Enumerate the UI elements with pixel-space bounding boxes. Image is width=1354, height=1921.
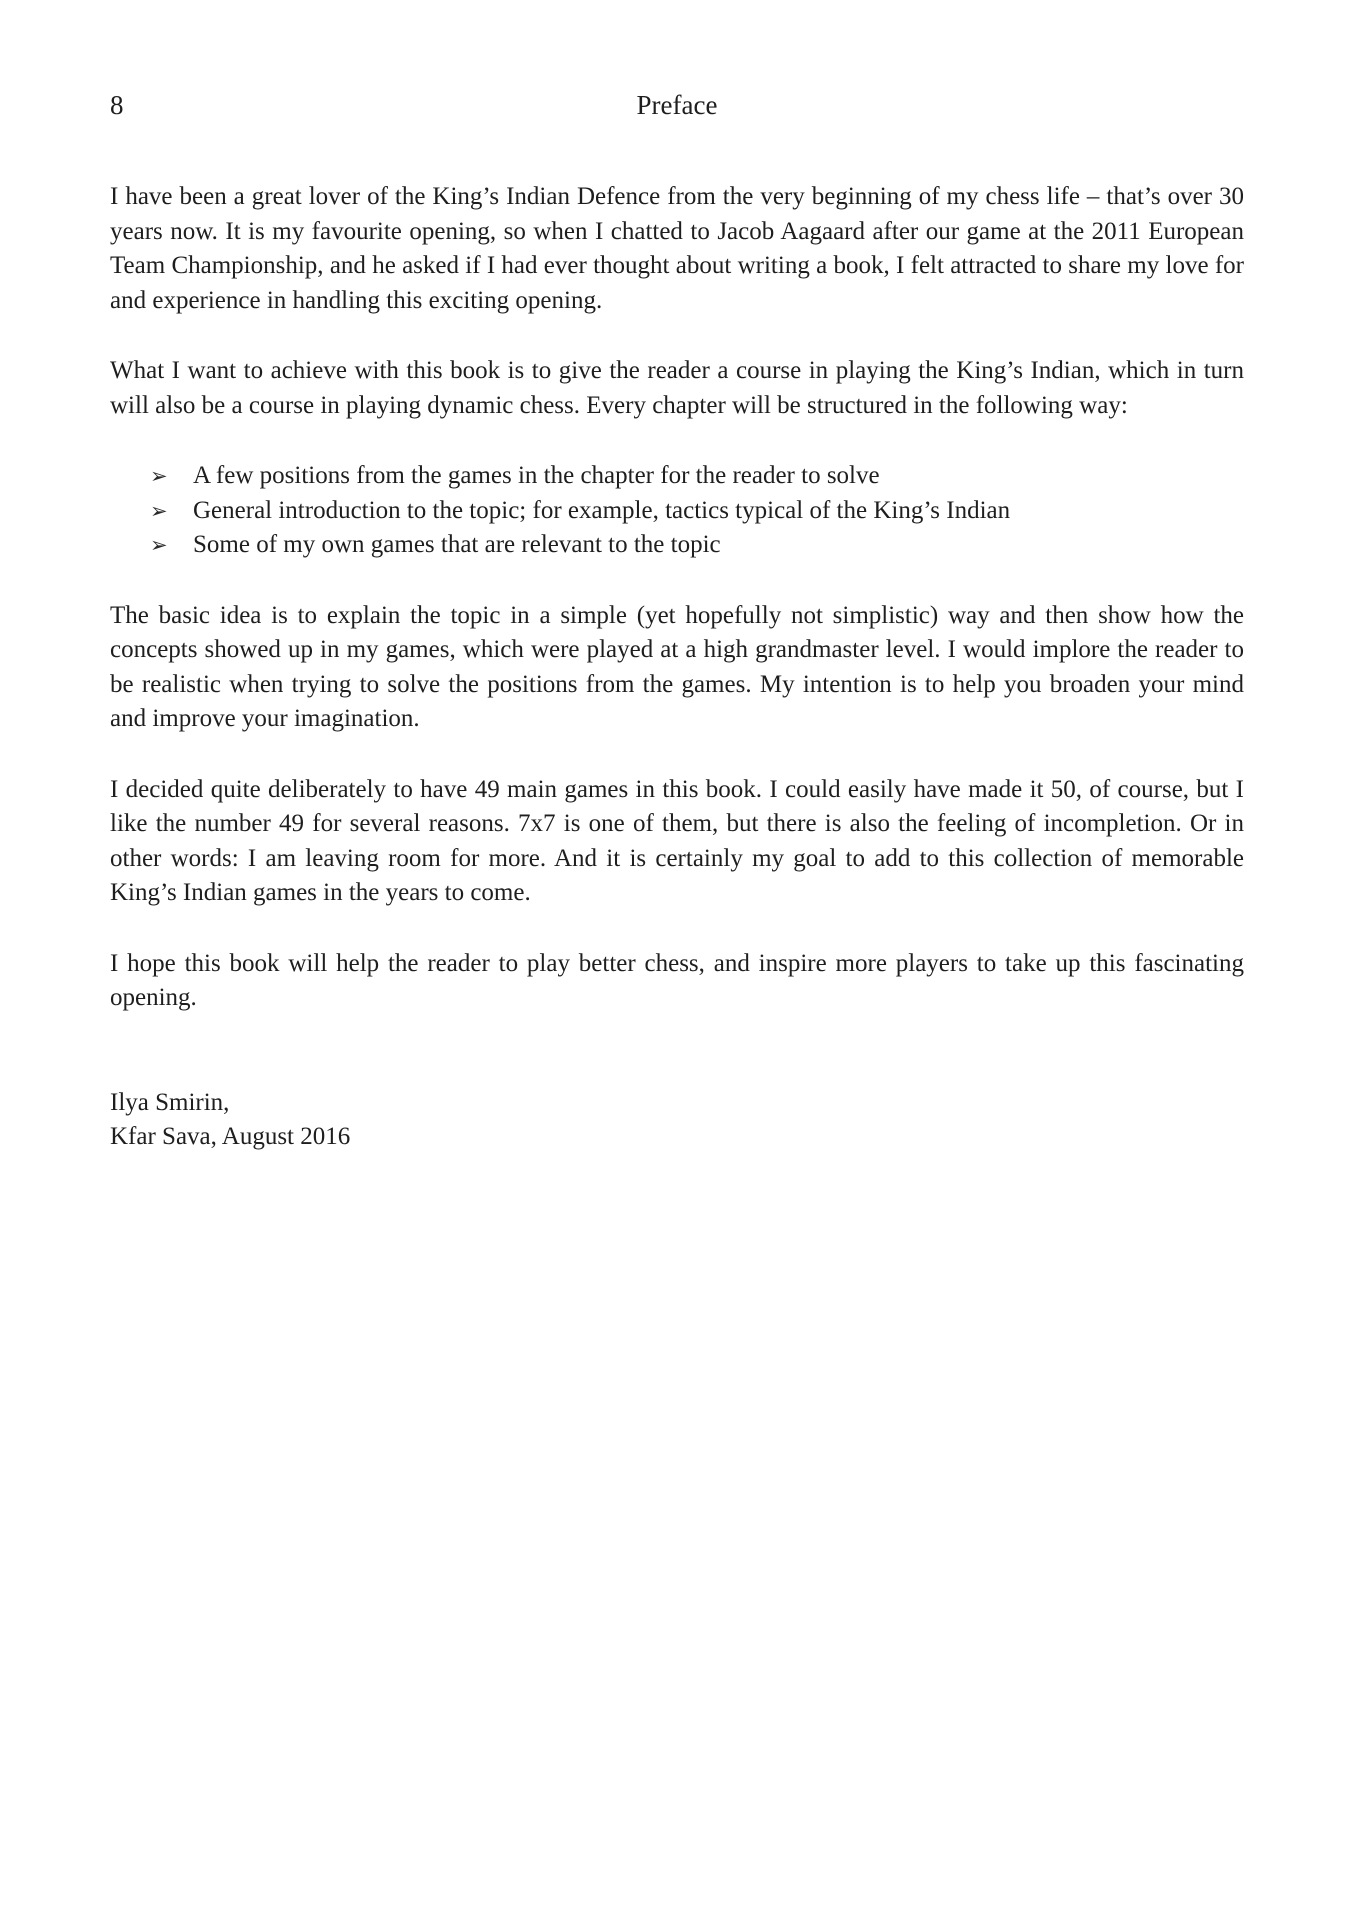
paragraph-basic-idea: The basic idea is to explain the topic in a simple (yet hopefully not simplistic) way and then show how the concepts showed up in my games, which were played at a high grandmaster level. I would implore the reader to be realistic when trying to solve the positions from the games. My intention is to help you broaden your mind and improve your imagination. bbox=[110, 601, 1244, 732]
list-item bbox=[150, 494, 1244, 529]
list-item-text: Some of my own games that are relevant to the topic bbox=[193, 531, 721, 558]
page-body bbox=[110, 180, 1244, 1155]
paragraph-hope: I hope this book will help the reader to play better chess, and inspire more players to take up this fascinating opening. bbox=[110, 949, 1244, 1011]
signature-block bbox=[110, 1086, 1244, 1155]
arrow-bullet-icon: ➢ bbox=[150, 464, 168, 488]
page-header bbox=[110, 88, 1244, 122]
chapter-structure-list bbox=[110, 459, 1244, 563]
list-item-text: General introduction to the topic; for example, tactics typical of the King’s Indian bbox=[193, 496, 1011, 524]
arrow-bullet-icon: ➢ bbox=[150, 498, 168, 523]
signature-name: Ilya Smirin, bbox=[110, 1088, 230, 1116]
page-title: Preface bbox=[636, 90, 718, 120]
page-number: 8 bbox=[110, 90, 124, 120]
arrow-bullet-icon: ➢ bbox=[150, 533, 168, 557]
list-item bbox=[150, 528, 1244, 563]
paragraph-intro: I have been a great lover of the King’s Indian Defence from the very beginning of my chess life – that’s over 30 years now. It is my favourite opening, so when I chatted to Jacob Aagaard after our game at the 2011 European Team Championship, and he asked if I had ever thought about writing a book, I felt attracted to share my love for and experience in handling this exciting opening. bbox=[110, 183, 1244, 314]
list-item bbox=[150, 459, 1244, 494]
list-item-text: A few positions from the games in the chapter for the reader to solve bbox=[193, 462, 880, 489]
paragraph-goal: What I want to achieve with this book is to give the reader a course in playing the King’s Indian, which in turn will also be a course in playing dynamic chess. Every chapter will be structured in the following way: bbox=[110, 357, 1244, 419]
paragraph-49-games: I decided quite deliberately to have 49 main games in this book. I could easily have made it 50, of course, but I like the number 49 for several reasons. 7x7 is one of them, but there is also the feeling of incompletion. Or in other words: I am leaving room for more. And it is certainly my goal to add to this collection of memorable King’s Indian games in the years to come. bbox=[110, 775, 1244, 906]
signature-place-date: Kfar Sava, August 2016 bbox=[110, 1123, 351, 1150]
